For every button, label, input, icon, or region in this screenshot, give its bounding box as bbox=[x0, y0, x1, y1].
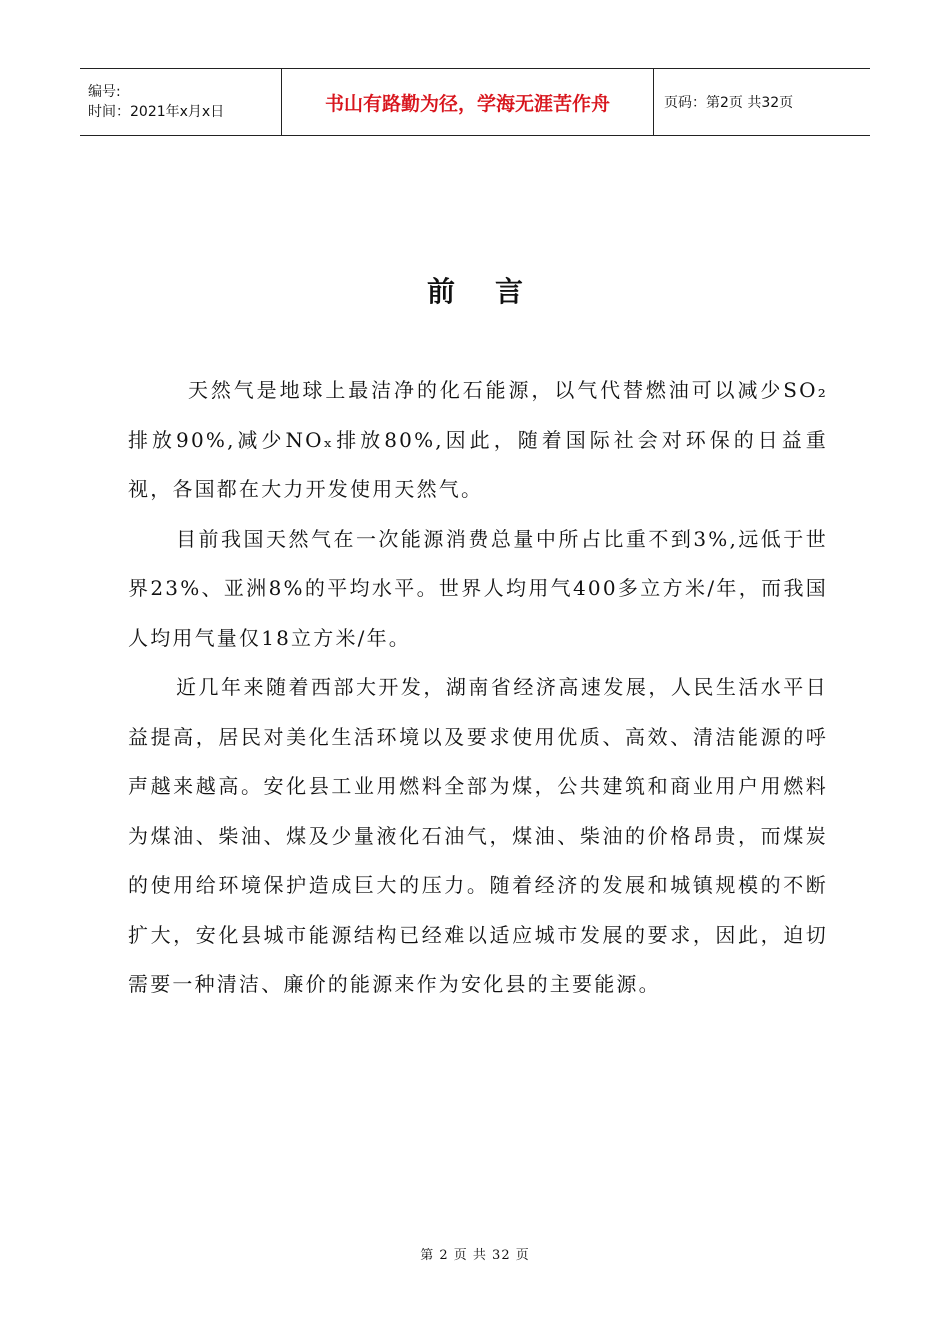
header-info-cell bbox=[80, 69, 282, 135]
paragraph: 天然气是地球上最洁净的化石能源，以气代替燃油可以减少SO₂排放90%,减少NOₓ排放80%,因此，随着国际社会对环保的日益重视，各国都在大力开发使用天然气。 bbox=[128, 378, 828, 501]
page-info: 页码：第2页 共32页 bbox=[664, 95, 794, 111]
motto-text: 书山有路勤为径，学海无涯苦作舟 bbox=[324, 92, 610, 115]
document-header bbox=[80, 68, 870, 136]
header-page-cell bbox=[654, 69, 870, 135]
number-label: 编号: bbox=[88, 84, 121, 100]
page-footer: 第 2 页 共 32 页 bbox=[420, 1248, 530, 1263]
page-title: 前言 bbox=[426, 275, 563, 308]
paragraph: 目前我国天然气在一次能源消费总量中所占比重不到3%,远低于世界23%、亚洲8%的平均水平。世界人均用气400多立方米/年，而我国人均用气量仅18立方米/年。 bbox=[128, 526, 828, 650]
body-text bbox=[128, 366, 828, 1010]
header-motto-cell bbox=[282, 69, 654, 135]
paragraph: 近几年来随着西部大开发，湖南省经济高速发展，人民生活水平日益提高，居民对美化生活环境以及要求使用优质、高效、清洁能源的呼声越来越高。安化县工业用燃料全部为煤，公共建筑和商业用户用燃料为煤油、柴油、煤及少量液化石油气，煤油、柴油的价格昂贵，而煤炭的使用给环境保护造成巨大的压力。随着经济的发展和城镇规模的不断扩大，安化县城市能源结构已经难以适应城市发展的要求，因此，迫切需要一种清洁、廉价的能源来作为安化县的主要能源。 bbox=[128, 675, 828, 996]
time-label: 时间：2021年x月x日 bbox=[88, 104, 225, 120]
